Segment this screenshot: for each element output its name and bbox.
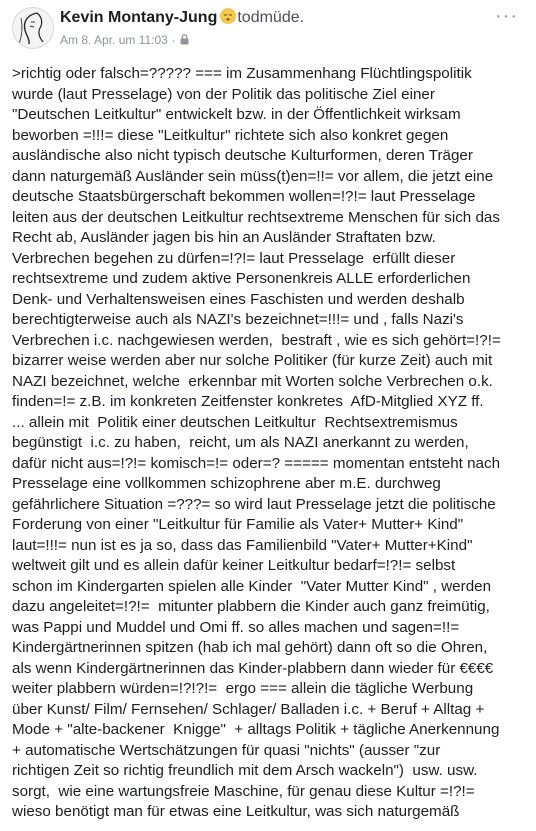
profile-avatar[interactable] — [12, 7, 54, 49]
profile-sketch-image — [13, 8, 53, 48]
post-meta — [60, 33, 189, 47]
more-options-button[interactable]: ··· — [495, 5, 518, 27]
name-line — [60, 8, 304, 27]
feeling-text: todmüde. — [237, 9, 305, 26]
meta-separator: · — [171, 33, 176, 47]
post-text: >richtig oder falsch=????? === im Zusammenhang Flüchtlingspolitik wurde (laut Presselage) von der Politik das politische Ziel einer "Deutschen Leitkultur" entwickelt bzw. in der Öffentlichkeit wirksam beworben =!!!= diese "Leitkultur" richtete sich also konkret gegen ausländische also nicht typisch deutsche Kulturformen, deren Träger dann naturgemäß Ausländer sein müss(t)en=!!= vor allem, die jetzt eine deutsche Staatsbürgerschaft bekommen wollen=!?!= laut Presselage leiten aus der deutschen Leitkultur rechtsextreme Menschen für sich das Recht ab, Ausländer jagen bis hin an Ausländer Straftaten bzw. Verbrechen begehen zu dürfen=!?!= laut Presselage erfüllt dieser rechtsextreme und zudem aktive Personenkreis ALLE erforderlichen Denk- und Verhaltensweisen eines Faschisten und werden deshalb berechtigterweise auch als NAZI's bezeichnet=!!!= und , falls Nazi's Verbrechen i.c. nachgewiesen werden, bestraft , wie es sich gehört=!?!= bizarrer weise werden aber nur solche Politiker (für kurze Zeit) auch mit NAZI bezeichnet, welche erkennbar mit Worten solche Verbrechen o.k. finden=!= z.B. im konkreten Zeitfenster konkretes AfD-Mitglied XYZ ff. ... allein mit Politik einer deutschen Leitkultur Rechtsextremismus begünstigt i.c. zu haben, reicht, um als NAZI anerkannt zu werden, dafür nicht aus=!?!= komisch=!= oder=? ===== momentan entsteht nach Presselage eine vollkommen schizophrene aber m.E. durchweg gefährlichere Situation =???= so wird laut Presselage jetzt die politische Forderung von einer "Leitkultur für Familie als Vater+ Mutter+ Kind" laut=!!!= nun ist es ja so, dass das Familienbild "Vater+ Mutter+Kind" weltweit gilt und es allein dafür keiner Leitkultur bedarf=!?!= selbst schon im Kindergarten spielen alle Kinder "Vater Mutter Kind" , werden dazu angeleitet=!?!= mitunter plabbern die Kinder auch ganz freimütig, was Pappi und Muddel und Omi ff. so alles machen und sagen=!!= Kindergärtnerinnen spitzen (hab ich mal gehört) dann oft so die Ohren, als wenn Kindergärtnerinnen das Kinder-plabbern dann wieder für €€€€ weiter plabbern würden=!?!?!= ergo === allein die tägliche Werbung über Kunst/ Film/ Fernsehen/ Schlager/ Balladen i.c. + Beruf + Alltag + Mode + "alte-backener Knigge" + alltags Politik + tägliche Anerkennung + automatische Wertschätzungen für quasi "nichts" (ausser "zur richtigen Zeit so richtig freundlich mit dem Arsch wackeln") usw. usw. sorgt, wie eine wartungsfreie Maschine, für genau diese Kultur =!?!= wieso benötigt man für etwas eine Leitkultur, was sich naturgemäß — [12, 65, 501, 820]
sleepy-face-emoji-icon — [220, 8, 236, 24]
post-header — [0, 0, 536, 62]
author-name[interactable]: Kevin Montany-Jung — [60, 9, 218, 26]
post-timestamp[interactable]: Am 8. Apr. um 11:03 — [60, 33, 168, 47]
lock-icon — [180, 34, 189, 45]
